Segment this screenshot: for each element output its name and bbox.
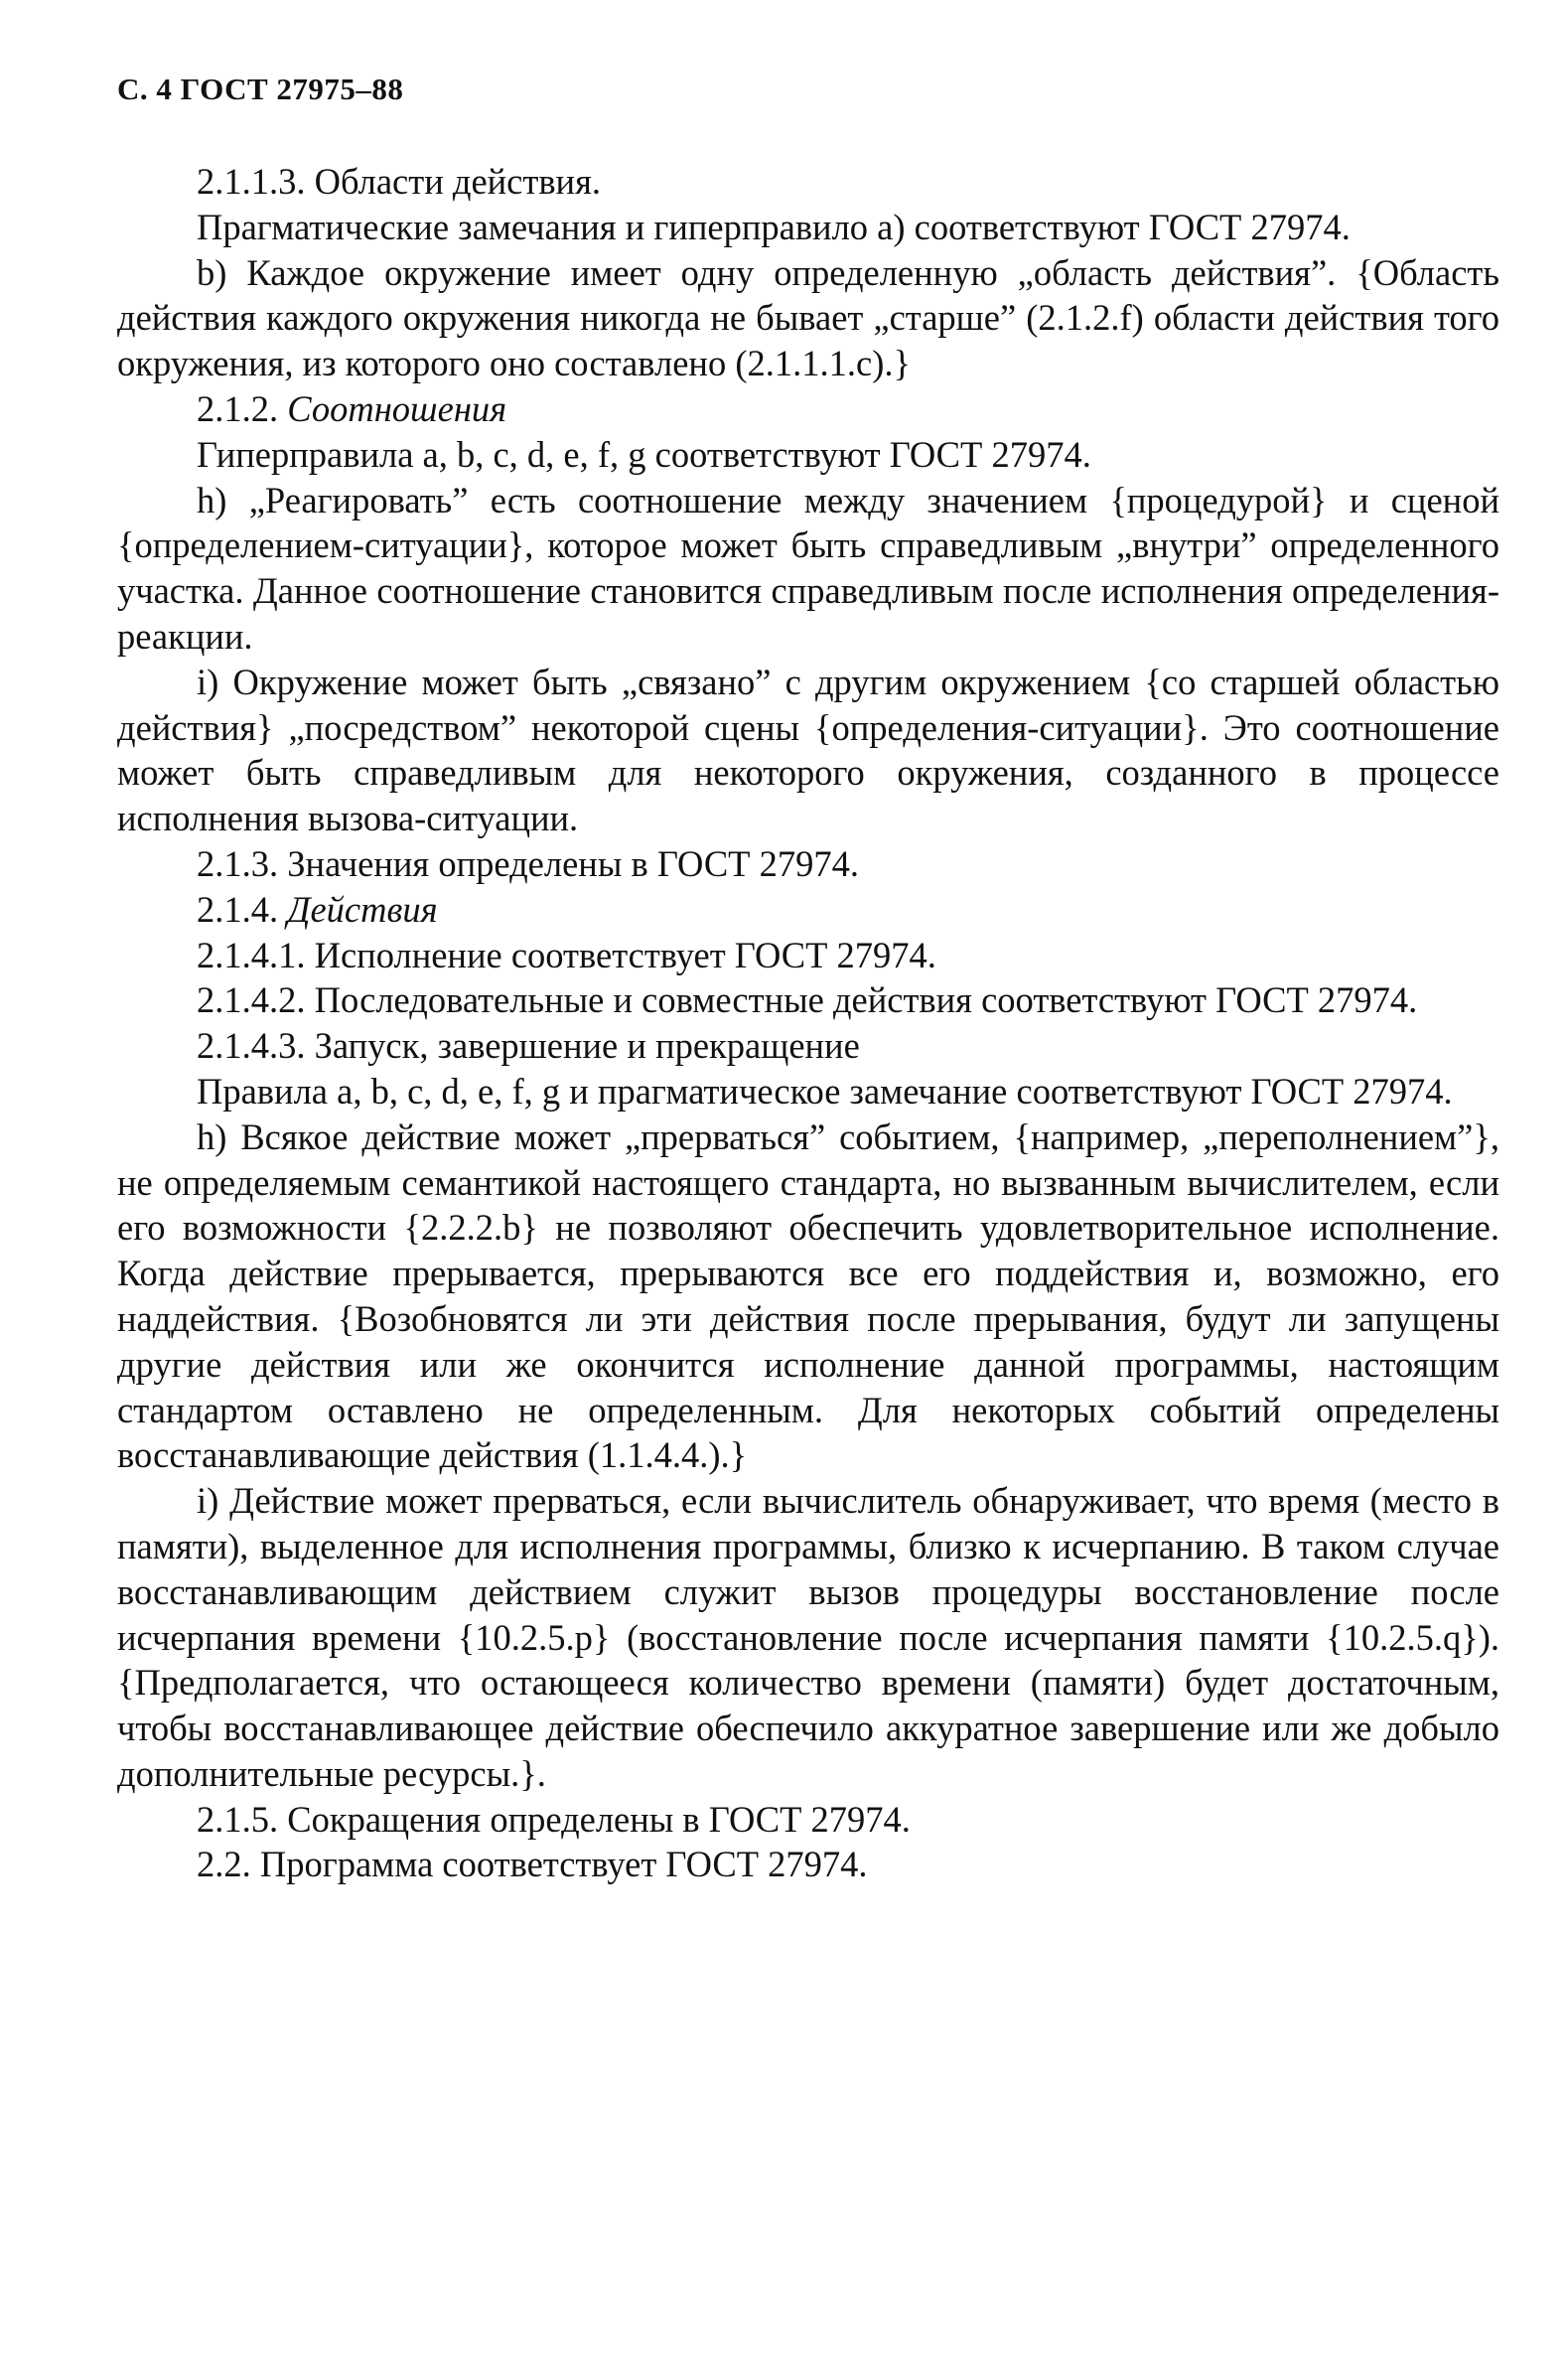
paragraph-2-1-4-1: 2.1.4.1. Исполнение соответствует ГОСТ 27974. bbox=[197, 934, 936, 975]
paragraph-2-1-3: 2.1.3. Значения определены в ГОСТ 27974. bbox=[197, 842, 859, 884]
paragraph-rule-i-exhaustion: i) Действие может прерваться, если вычислитель обнаруживает, что время (место в памяти), выделенное для исполнения программы, близко к исчерпанию. В таком случае восстанавливающим действием служит вызов процедуры восстановление после исчерпания времени {10.2.5.р} (восстановление после исчерпания памяти {10.2.5.q}). {Предполагается, что остающееся количество времени (памяти) будет достаточным, чтобы восстанавливающее действие обеспечило аккуратное завершение или же добыло дополнительные ресурсы.}. bbox=[117, 1480, 1499, 1794]
paragraph-rule-h-react: h) „Реагировать” есть соотношение между значением {процедурой} и сценой {определением-ситуации}, которое может быть справедливым „внутри” определенного участка. Данное соотношение становится справедливым после исполнения определения-реакции. bbox=[117, 479, 1499, 657]
paragraph-2-1-5: 2.1.5. Сокращения определены в ГОСТ 27974. bbox=[197, 1798, 911, 1840]
paragraph-rule-i-environment: i) Окружение может быть „связано” с другим окружением {со старшей областью действия} „посредством” некоторой сцены {определения-ситуации}. Это соотношение может быть справедливым для некоторого окружения, созданного в процессе исполнения вызова-ситуации. bbox=[117, 661, 1499, 839]
paragraph-rules-a-g: Правила a, b, c, d, e, f, g и прагматическое замечание соответствуют ГОСТ 27974. bbox=[197, 1070, 1453, 1112]
paragraph-hyperrules: Гиперправила a, b, c, d, e, f, g соответствуют ГОСТ 27974. bbox=[197, 433, 1091, 475]
paragraph-pragmatic-remarks: Прагматические замечания и гиперправило а) соответствуют ГОСТ 27974. bbox=[197, 206, 1351, 247]
section-title-italic: Действия bbox=[287, 888, 438, 930]
page-header: С. 4 ГОСТ 27975–88 bbox=[117, 72, 404, 106]
section-number: 2.1.2. bbox=[197, 387, 279, 429]
paragraph-rule-h-interrupt: h) Всякое действие может „прерваться” событием, {например, „переполнением”}, не определяемым семантикой настоящего стандарта, но вызванным вычислителем, если его возможности {2.2.2.b} не позволяют обеспечить удовлетворительное исполнение. Когда действие прерывается, прерываются все его поддействия и, возможно, его наддействия. {Возобновятся ли эти действия после прерывания, будут ли запущены другие действия или же окончится исполнение данной программы, настоящим стандартом оставлено не определенным. Для некоторых событий определены восстанавливающие действия (1.1.4.4.).} bbox=[117, 1115, 1499, 1476]
paragraph-2-2: 2.2. Программа соответствует ГОСТ 27974. bbox=[197, 1844, 868, 1885]
section-title-italic: Соотношения bbox=[287, 387, 507, 429]
paragraph-2-1-4-2: 2.1.4.2. Последовательные и совместные действия соответствуют ГОСТ 27974. bbox=[197, 979, 1418, 1021]
paragraph-2-1-1-3-heading: 2.1.1.3. Области действия. bbox=[197, 161, 602, 202]
section-heading-2-1-4 bbox=[117, 887, 1499, 933]
paragraph-2-1-4-3: 2.1.4.3. Запуск, завершение и прекращение bbox=[197, 1025, 860, 1067]
paragraph-rule-b: b) Каждое окружение имеет одну определенную „область действия”. {Область действия каждого окружения никогда не бывает „старше” (2.1.2.f) области действия того окружения, из которого оно составлено (2.1.1.1.с).} bbox=[117, 251, 1499, 384]
section-heading-2-1-2 bbox=[117, 386, 1499, 432]
document-body bbox=[117, 159, 1499, 1887]
section-number: 2.1.4. bbox=[197, 888, 279, 930]
